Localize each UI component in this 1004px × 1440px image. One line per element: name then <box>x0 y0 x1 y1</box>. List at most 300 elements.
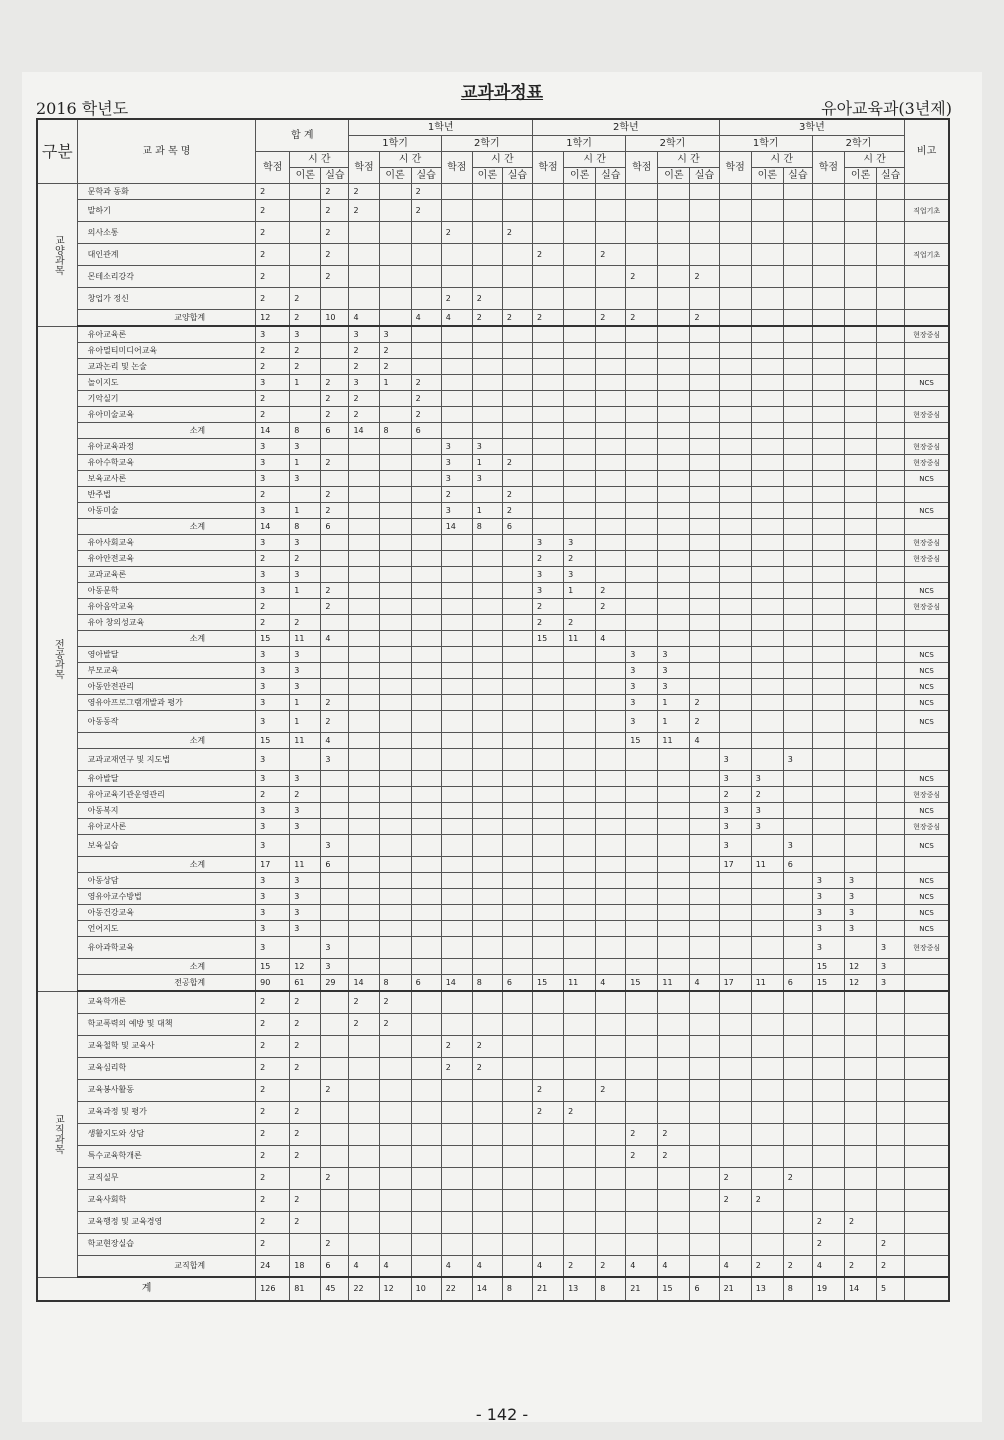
cell-value: 3 <box>719 819 751 835</box>
cell-value <box>379 803 411 819</box>
cell-value <box>626 519 658 535</box>
cell-value: 3 <box>290 771 321 787</box>
cell-value <box>626 889 658 905</box>
cell-value <box>349 503 379 519</box>
cell-value: 3 <box>626 647 658 663</box>
cell-value <box>812 1189 844 1211</box>
cell-value: 6 <box>321 519 349 535</box>
cell-value <box>658 631 690 647</box>
cell-value <box>751 200 783 222</box>
cell-value: 3 <box>321 959 349 975</box>
cell-value <box>349 551 379 567</box>
cell-value <box>441 375 472 391</box>
cell-value <box>658 471 690 487</box>
note-cell <box>905 359 949 375</box>
header-credit: 학점 <box>719 152 751 184</box>
cell-value: 3 <box>349 375 379 391</box>
cell-value <box>411 1233 441 1255</box>
cell-value <box>472 615 502 631</box>
cell-value <box>564 647 596 663</box>
cell-value <box>844 487 876 503</box>
cell-value: 3 <box>256 803 290 819</box>
cell-value: 2 <box>719 787 751 803</box>
table-row <box>37 921 949 937</box>
header-hours: 시 간 <box>844 152 904 168</box>
cell-value: 2 <box>658 1145 690 1167</box>
cell-value <box>533 423 564 439</box>
cell-value <box>349 1057 379 1079</box>
cell-value <box>411 455 441 471</box>
cell-value <box>321 679 349 695</box>
cell-value <box>751 423 783 439</box>
cell-value <box>690 407 719 423</box>
cell-value <box>626 1035 658 1057</box>
cell-value <box>844 1167 876 1189</box>
note-cell <box>905 310 949 327</box>
cell-value <box>844 266 876 288</box>
table-row <box>37 615 949 631</box>
cell-value <box>472 266 502 288</box>
cell-value: 2 <box>690 266 719 288</box>
cell-value <box>349 787 379 803</box>
cell-value: 3 <box>751 803 783 819</box>
cell-value: 1 <box>290 455 321 471</box>
cell-value <box>321 1189 349 1211</box>
cell-value <box>877 1189 905 1211</box>
cell-value <box>596 889 626 905</box>
cell-value <box>290 391 321 407</box>
cell-value <box>690 663 719 679</box>
cell-value <box>502 1145 532 1167</box>
cell-value <box>349 439 379 455</box>
cell-value <box>877 599 905 615</box>
cell-value <box>379 487 411 503</box>
cell-value <box>719 343 751 359</box>
cell-value <box>379 1145 411 1167</box>
cell-value: 3 <box>751 771 783 787</box>
cell-value <box>690 439 719 455</box>
cell-value <box>564 819 596 835</box>
cell-value: 22 <box>441 1277 472 1301</box>
cell-value: 8 <box>379 423 411 439</box>
cell-value <box>783 519 812 535</box>
cell-value <box>596 222 626 244</box>
cell-value <box>783 423 812 439</box>
cell-value <box>379 679 411 695</box>
cell-value <box>349 1189 379 1211</box>
cell-value <box>441 583 472 599</box>
cell-value <box>472 1013 502 1035</box>
cell-value <box>502 873 532 889</box>
cell-value <box>751 583 783 599</box>
cell-value <box>502 375 532 391</box>
cell-value <box>502 1189 532 1211</box>
cell-value <box>751 695 783 711</box>
category-teaching: 교직과목 <box>37 991 77 1277</box>
cell-value <box>564 1057 596 1079</box>
cell-value <box>596 803 626 819</box>
cell-value: 3 <box>290 819 321 835</box>
cell-value <box>844 679 876 695</box>
header-hours: 시 간 <box>290 152 349 168</box>
cell-value <box>411 222 441 244</box>
cell-value <box>533 487 564 503</box>
cell-value <box>379 711 411 733</box>
note-cell: NCS <box>905 771 949 787</box>
cell-value: 4 <box>626 1255 658 1277</box>
cell-value <box>596 1013 626 1035</box>
cell-value <box>349 631 379 647</box>
cell-value <box>658 771 690 787</box>
cell-value <box>783 359 812 375</box>
cell-value <box>502 266 532 288</box>
cell-value <box>596 711 626 733</box>
cell-value: 2 <box>783 1167 812 1189</box>
cell-value <box>812 519 844 535</box>
cell-value <box>626 615 658 631</box>
cell-value <box>472 487 502 503</box>
cell-value <box>690 359 719 375</box>
cell-value <box>719 222 751 244</box>
course-name: 기악실기 <box>77 391 256 407</box>
table-row <box>37 803 949 819</box>
cell-value <box>321 326 349 343</box>
cell-value <box>783 244 812 266</box>
cell-value <box>502 1079 532 1101</box>
cell-value <box>844 991 876 1013</box>
cell-value <box>596 1145 626 1167</box>
cell-value: 1 <box>290 711 321 733</box>
cell-value: 3 <box>290 647 321 663</box>
cell-value <box>877 787 905 803</box>
cell-value <box>812 857 844 873</box>
cell-value <box>751 835 783 857</box>
cell-value <box>844 551 876 567</box>
cell-value <box>379 615 411 631</box>
cell-value <box>321 873 349 889</box>
cell-value <box>658 1189 690 1211</box>
cell-value <box>658 1167 690 1189</box>
cell-value <box>349 1101 379 1123</box>
cell-value <box>719 905 751 921</box>
cell-value <box>626 905 658 921</box>
cell-value <box>502 905 532 921</box>
cell-value: 1 <box>658 695 690 711</box>
table-row <box>37 551 949 567</box>
cell-value <box>719 1101 751 1123</box>
note-cell: 현장중심 <box>905 937 949 959</box>
cell-value <box>564 663 596 679</box>
cell-value <box>349 695 379 711</box>
cell-value <box>441 567 472 583</box>
course-name: 교육심리학 <box>77 1057 256 1079</box>
header-total: 합 계 <box>256 119 349 152</box>
cell-value <box>812 222 844 244</box>
cell-value <box>349 244 379 266</box>
cell-value <box>441 959 472 975</box>
course-name: 학교폭력의 예방 및 대책 <box>77 1013 256 1035</box>
cell-value <box>783 873 812 889</box>
cell-value <box>690 326 719 343</box>
cell-value <box>321 471 349 487</box>
cell-value <box>812 551 844 567</box>
cell-value: 3 <box>658 663 690 679</box>
table-row <box>37 343 949 359</box>
cell-value <box>751 439 783 455</box>
cell-value <box>564 184 596 200</box>
cell-value <box>564 921 596 937</box>
cell-value <box>472 771 502 787</box>
cell-value <box>690 937 719 959</box>
table-body <box>37 184 949 1302</box>
cell-value <box>783 1123 812 1145</box>
header-practice: 실습 <box>877 168 905 184</box>
cell-value: 2 <box>290 359 321 375</box>
cell-value <box>533 937 564 959</box>
cell-value <box>690 889 719 905</box>
cell-value <box>379 1189 411 1211</box>
cell-value <box>719 567 751 583</box>
cell-value <box>844 937 876 959</box>
header-theory: 이론 <box>844 168 876 184</box>
table-row <box>37 359 949 375</box>
cell-value <box>411 937 441 959</box>
cell-value <box>472 889 502 905</box>
cell-value: 3 <box>256 921 290 937</box>
cell-value: 4 <box>321 733 349 749</box>
cell-value <box>533 200 564 222</box>
cell-value <box>719 1233 751 1255</box>
cell-value <box>658 535 690 551</box>
cell-value <box>349 857 379 873</box>
cell-value: 3 <box>256 835 290 857</box>
category-major: 전공과목 <box>37 326 77 991</box>
cell-value <box>690 1123 719 1145</box>
cell-value <box>472 567 502 583</box>
cell-value <box>596 647 626 663</box>
cell-value <box>379 1167 411 1189</box>
cell-value: 2 <box>256 1189 290 1211</box>
table-row <box>37 905 949 921</box>
cell-value <box>844 1101 876 1123</box>
header-hours: 시 간 <box>564 152 626 168</box>
header-practice: 실습 <box>783 168 812 184</box>
header-course: 교 과 목 명 <box>77 119 256 184</box>
cell-value: 2 <box>596 310 626 327</box>
cell-value <box>379 819 411 835</box>
cell-value <box>411 1035 441 1057</box>
cell-value: 15 <box>256 631 290 647</box>
cell-value <box>783 567 812 583</box>
cell-value: 2 <box>472 288 502 310</box>
cell-value <box>379 889 411 905</box>
cell-value: 3 <box>290 439 321 455</box>
cell-value <box>783 375 812 391</box>
cell-value: 3 <box>658 679 690 695</box>
cell-value <box>411 835 441 857</box>
cell-value <box>379 222 411 244</box>
cell-value: 2 <box>256 1145 290 1167</box>
cell-value: 8 <box>290 519 321 535</box>
cell-value <box>658 1013 690 1035</box>
cell-value <box>877 1211 905 1233</box>
cell-value <box>564 326 596 343</box>
cell-value <box>321 1057 349 1079</box>
cell-value: 2 <box>321 503 349 519</box>
cell-value: 3 <box>290 905 321 921</box>
cell-value <box>690 519 719 535</box>
cell-value <box>596 733 626 749</box>
cell-value <box>812 288 844 310</box>
cell-value <box>411 1145 441 1167</box>
cell-value <box>349 819 379 835</box>
cell-value <box>564 471 596 487</box>
cell-value <box>877 889 905 905</box>
course-name: 교과교재연구 및 지도법 <box>77 749 256 771</box>
cell-value <box>502 184 532 200</box>
cell-value <box>658 391 690 407</box>
cell-value <box>626 787 658 803</box>
cell-value: 2 <box>690 310 719 327</box>
cell-value: 21 <box>719 1277 751 1301</box>
cell-value: 2 <box>256 1233 290 1255</box>
cell-value: 3 <box>719 835 751 857</box>
table-row <box>37 471 949 487</box>
cell-value <box>441 423 472 439</box>
cell-value <box>411 599 441 615</box>
cell-value <box>844 599 876 615</box>
cell-value: 2 <box>626 1123 658 1145</box>
cell-value: 14 <box>441 975 472 992</box>
cell-value: 3 <box>812 937 844 959</box>
cell-value <box>441 937 472 959</box>
cell-value <box>502 1211 532 1233</box>
cell-value <box>379 184 411 200</box>
header-credit: 학점 <box>533 152 564 184</box>
cell-value: 2 <box>441 487 472 503</box>
cell-value <box>844 503 876 519</box>
cell-value <box>626 567 658 583</box>
page-number: - 142 - <box>475 1405 529 1424</box>
cell-value <box>783 695 812 711</box>
table-subtotal-row <box>37 519 949 535</box>
cell-value <box>321 1211 349 1233</box>
course-name: 교육과정 및 평가 <box>77 1101 256 1123</box>
cell-value <box>658 455 690 471</box>
cell-value <box>783 647 812 663</box>
cell-value <box>564 487 596 503</box>
table-subtotal-row <box>37 857 949 873</box>
cell-value: 15 <box>626 975 658 992</box>
cell-value <box>626 455 658 471</box>
cell-value: 17 <box>256 857 290 873</box>
cell-value <box>349 1035 379 1057</box>
cell-value: 2 <box>441 1057 472 1079</box>
cell-value: 3 <box>256 503 290 519</box>
cell-value <box>812 835 844 857</box>
cell-value <box>812 1079 844 1101</box>
cell-value <box>349 1211 379 1233</box>
header-hours: 시 간 <box>658 152 719 168</box>
cell-value: 3 <box>441 455 472 471</box>
cell-value: 3 <box>844 889 876 905</box>
cell-value: 2 <box>256 1101 290 1123</box>
cell-value: 2 <box>321 1079 349 1101</box>
cell-value <box>349 519 379 535</box>
cell-value: 14 <box>349 423 379 439</box>
cell-value <box>411 487 441 503</box>
cell-value <box>719 1035 751 1057</box>
cell-value <box>844 375 876 391</box>
cell-value <box>719 503 751 519</box>
cell-value <box>502 343 532 359</box>
cell-value: 14 <box>349 975 379 992</box>
cell-value <box>349 679 379 695</box>
cell-value <box>472 1079 502 1101</box>
cell-value: 21 <box>533 1277 564 1301</box>
note-cell <box>905 288 949 310</box>
cell-value: 4 <box>441 310 472 327</box>
cell-value <box>658 889 690 905</box>
cell-value <box>626 375 658 391</box>
cell-value <box>719 599 751 615</box>
cell-value <box>658 407 690 423</box>
cell-value <box>812 184 844 200</box>
cell-value <box>658 310 690 327</box>
cell-value: 2 <box>321 266 349 288</box>
cell-value <box>411 1211 441 1233</box>
cell-value <box>411 959 441 975</box>
cell-value: 3 <box>290 921 321 937</box>
cell-value <box>812 375 844 391</box>
table-row <box>37 567 949 583</box>
cell-value <box>596 1189 626 1211</box>
cell-value <box>441 921 472 937</box>
table-row <box>37 937 949 959</box>
cell-value <box>411 803 441 819</box>
header-hours: 시 간 <box>379 152 441 168</box>
cell-value: 2 <box>719 1189 751 1211</box>
cell-value: 2 <box>877 1255 905 1277</box>
cell-value <box>321 439 349 455</box>
cell-value <box>812 310 844 327</box>
course-name: 교과논리 및 논술 <box>77 359 256 375</box>
cell-value <box>596 819 626 835</box>
cell-value <box>751 375 783 391</box>
cell-value <box>502 991 532 1013</box>
cell-value <box>502 439 532 455</box>
note-cell <box>905 1123 949 1145</box>
cell-value <box>719 359 751 375</box>
cell-value <box>349 959 379 975</box>
cell-value <box>626 244 658 266</box>
cell-value: 14 <box>441 519 472 535</box>
cell-value: 2 <box>690 711 719 733</box>
cell-value <box>690 873 719 889</box>
cell-value <box>719 310 751 327</box>
cell-value: 3 <box>256 819 290 835</box>
cell-value <box>533 749 564 771</box>
course-name: 창업가 정신 <box>77 288 256 310</box>
cell-value <box>626 959 658 975</box>
grand-total-label: 계 <box>37 1277 256 1301</box>
table-row <box>37 200 949 222</box>
cell-value <box>719 266 751 288</box>
cell-value <box>349 835 379 857</box>
cell-value: 4 <box>690 733 719 749</box>
note-cell <box>905 519 949 535</box>
cell-value <box>596 343 626 359</box>
